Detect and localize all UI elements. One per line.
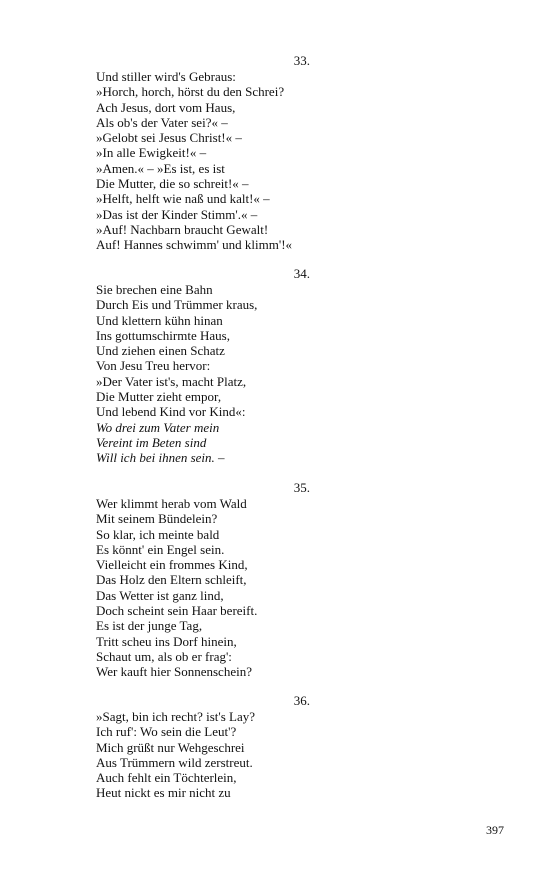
verse-line: Ach Jesus, dort vom Haus,	[96, 99, 236, 115]
verse-line: »Der Vater ist's, macht Platz,	[96, 373, 247, 389]
verse-line: Und lebend Kind vor Kind«:	[96, 404, 246, 420]
verse-line: Als ob's der Vater sei?« –	[96, 114, 228, 130]
verse-line: Wer klimmt herab vom Wald	[96, 496, 247, 511]
verse-line: Das Holz den Eltern schleift,	[96, 572, 247, 588]
stanza-lines	[96, 282, 356, 466]
verse-line: Von Jesu Treu hervor:	[96, 358, 211, 374]
verse-line: Tritt scheu ins Dorf hinein,	[96, 633, 237, 649]
verse-line: Aus Trümmern wild zerstreut.	[96, 754, 253, 770]
verse-line: »Helft, helft wie naß und kalt!« –	[96, 191, 270, 207]
stanza-number: 33.	[293, 53, 310, 68]
verse-line: Will ich bei ihnen sein. –	[96, 450, 225, 466]
verse-line: Auf! Hannes schwimm' und klimm'!«	[96, 237, 293, 253]
stanza-lines	[96, 69, 356, 253]
verse-line: »Sagt, bin ich recht? ist's Lay?	[96, 709, 256, 724]
verse-line: Sie brechen eine Bahn	[96, 282, 213, 297]
verse-line: Die Mutter, die so schreit!« –	[96, 176, 249, 192]
stanza-33	[96, 52, 356, 253]
verse-line: Schaut um, als ob er frag':	[96, 648, 232, 664]
verse-line: Und ziehen einen Schatz	[96, 343, 225, 359]
stanza-number: 36.	[293, 693, 310, 708]
verse-line: »Auf! Nachbarn braucht Gewalt!	[96, 221, 269, 237]
verse-line: Vereint im Beten sind	[96, 434, 207, 450]
stanza-number: 35.	[293, 480, 310, 495]
verse-line: Vielleicht ein frommes Kind,	[96, 557, 248, 573]
stanza-number: 34.	[293, 266, 310, 281]
verse-line: Wer kauft hier Sonnenschein?	[96, 664, 252, 680]
verse-line: »Gelobt sei Jesus Christ!« –	[96, 130, 242, 146]
verse-line: »Horch, horch, hörst du den Schrei?	[96, 84, 285, 100]
stanza-lines	[96, 496, 356, 680]
stanza-36	[96, 692, 356, 801]
verse-line: »Das ist der Kinder Stimm'.« –	[96, 206, 258, 222]
verse-line: Auch fehlt ein Töchterlein,	[96, 770, 237, 786]
verse-line: Es ist der junge Tag,	[96, 618, 203, 634]
verse-line: Heut nickt es mir nicht zu	[96, 785, 231, 801]
verse-line: Das Wetter ist ganz lind,	[96, 587, 224, 603]
verse-line: Ins gottumschirmte Haus,	[96, 327, 230, 343]
verse-line: Doch scheint sein Haar bereift.	[96, 603, 258, 619]
verse-line: »In alle Ewigkeit!« –	[96, 145, 207, 161]
page-number: 397	[486, 823, 504, 837]
stanza-34	[96, 265, 356, 466]
verse-line: Und klettern kühn hinan	[96, 312, 223, 328]
verse-line: Und stiller wird's Gebraus:	[96, 69, 236, 84]
verse-line: Durch Eis und Trümmer kraus,	[96, 297, 258, 313]
verse-line: So klar, ich meinte bald	[96, 526, 220, 542]
verse-line: Die Mutter zieht empor,	[96, 389, 222, 405]
verse-line: Mich grüßt nur Wehgeschrei	[96, 739, 245, 755]
stanza-35	[96, 479, 356, 680]
verse-line: Wo drei zum Vater mein	[96, 419, 220, 435]
verse-line: Es könnt' ein Engel sein.	[96, 541, 225, 557]
verse-line: Ich ruf': Wo sein die Leut'?	[96, 724, 237, 740]
verse-line: »Amen.« – »Es ist, es ist	[96, 160, 225, 176]
verse-line: Mit seinem Bündelein?	[96, 511, 218, 527]
stanza-lines	[96, 709, 356, 801]
